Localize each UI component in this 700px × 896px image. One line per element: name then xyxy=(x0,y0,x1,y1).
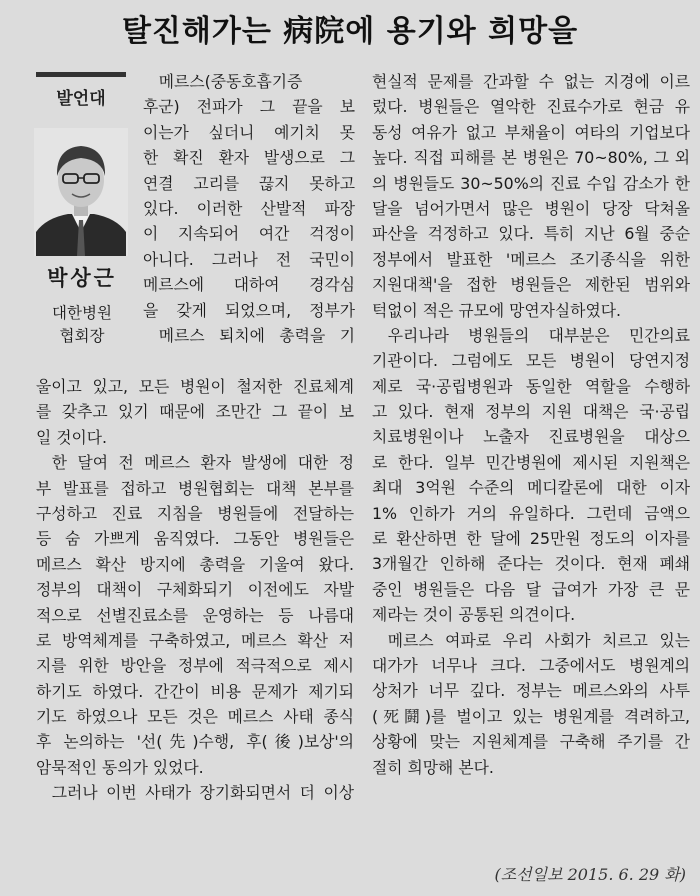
text-line: 이 지속되어 여간 걱정이 xyxy=(143,224,355,244)
text-line: 대가가 너무나 크다. 그중에서도 병원계의 xyxy=(372,655,690,675)
text-line: 메르스 여파로 우리 사회가 치르고 있는 xyxy=(387,630,690,650)
text-line: 정부의 대책이 구체화되기 이전에도 자발 xyxy=(36,580,354,600)
text-line: 달을 넘어가면서 많은 병원이 당장 닥쳐올 xyxy=(372,198,690,218)
text-line: 부 발표를 접하고 병원협회는 대책 본부를 xyxy=(36,478,354,498)
text-line: 후 논의하는 '선(先)수행, 후(後)보상'의 xyxy=(36,732,354,752)
text-line: 높다. 직접 피해를 본 병원은 70~80%, 그 외 xyxy=(372,148,690,168)
text-line: 등 숨 가쁘게 움직였다. 그동안 병원들은 xyxy=(36,529,354,549)
text-line: 을 갖게 되었으며, 정부가 xyxy=(143,300,355,320)
text-line: 절히 희망해 본다. xyxy=(372,757,494,777)
text-line: 최대 3억원 수준의 메디칼론에 대한 이자 xyxy=(372,478,690,498)
text-line: 동성 여유가 없고 부채율이 여타의 기업보다 xyxy=(372,122,690,142)
text-line: 메르스에 대하여 경각심 xyxy=(143,275,355,295)
text-line: 연결 고리를 끊지 못하고 xyxy=(143,173,355,193)
text-line: 후군) 전파가 그 끝을 보 xyxy=(143,97,355,117)
author-portrait xyxy=(34,128,128,256)
text-line: 로 한다. 일부 민간병원에 제시된 지원책은 xyxy=(372,452,690,472)
text-line: 메르스 퇴치에 총력을 기 xyxy=(158,325,355,345)
section-label: 발언대 xyxy=(56,89,106,109)
text-line: 암묵적인 동의가 있었다. xyxy=(36,757,204,777)
section-rule xyxy=(36,72,126,77)
text-line: 상황에 맞는 지원체계를 구축해 주기를 간 xyxy=(372,732,690,752)
text-line: 하기도 하였다. 간간이 비용 문제가 제기되 xyxy=(36,681,354,701)
headline: 탈진해가는 病院에 용기와 희망을 xyxy=(121,14,579,49)
text-line: 이는가 싶더니 예기치 못 xyxy=(143,122,355,142)
text-line: 제라는 것이 공통된 의견이다. xyxy=(372,605,576,625)
text-line: 있다. 이러한 산발적 파장 xyxy=(143,198,355,218)
text-line: 제로 국·공립병원과 동일한 역할을 수행하 xyxy=(372,376,690,396)
text-line: 정부에서 발표한 '메르스 조기종식을 위한 xyxy=(372,249,690,269)
text-line: 중인 병원들은 다음 달 급여가 가장 큰 문 xyxy=(372,579,690,599)
text-line: 로 방역체계를 구축하였고, 메르스 확산 저 xyxy=(36,630,354,650)
text-line: 그러나 이번 사태가 장기화되면서 더 이상 xyxy=(51,783,354,803)
article-column-top xyxy=(143,69,355,348)
text-line: 파산을 걱정하고 있다. 특히 지난 6월 중순 xyxy=(372,224,690,244)
text-line: 현실적 문제를 간과할 수 없는 지경에 이르 xyxy=(372,72,690,91)
text-line: (死鬪)를 벌이고 있는 병원계를 격려하고, xyxy=(372,706,690,726)
text-line: 치료병원이나 노출자 진료병원을 대상으 xyxy=(372,427,690,447)
text-line: 한 확진 환자 발생으로 그 xyxy=(143,148,355,168)
text-line: 3개월간 인하해 준다는 것이다. 현재 폐쇄 xyxy=(372,554,690,574)
text-line: 일 것이다. xyxy=(36,427,108,447)
text-line: 한 달여 전 메르스 환자 발생에 대한 정 xyxy=(51,453,354,473)
text-line: 턱없이 적은 규모에 망연자실하였다. xyxy=(372,300,621,320)
text-line: 적으로 선별진료소를 운영하는 등 나름대 xyxy=(36,605,354,625)
text-line: 구성하고 진료 지침을 병원들에 전달하는 xyxy=(36,503,354,523)
author-name: 박상근 xyxy=(47,266,117,290)
author-title-line: 협회장 xyxy=(59,327,105,345)
text-line: 고 있다. 현재 정부의 지원 대책은 국·공립 xyxy=(372,402,690,422)
text-line: 기관이다. 그럼에도 모든 병원이 당연지정 xyxy=(372,351,690,371)
article-column-right xyxy=(372,69,690,780)
text-line: 아니다. 그러나 전 국민이 xyxy=(143,249,355,269)
text-line: 울이고 있고, 모든 병원이 철저한 진료체계 xyxy=(36,377,354,396)
text-line: 기도 하였으나 모든 것은 메르스 사태 종식 xyxy=(36,707,354,727)
text-line: 의 병원들도 30~50%의 진료 수입 감소가 한 xyxy=(372,173,690,193)
text-line: 지원대책'을 접한 병원들은 제한된 범위와 xyxy=(372,275,690,295)
text-line: 를 갖추고 있기 때문에 조만간 그 끝이 보 xyxy=(36,402,354,422)
author-title-line: 대한병원 xyxy=(52,304,112,322)
text-line: 지를 위한 방안을 정부에 적극적으로 제시 xyxy=(36,656,354,676)
text-line: 렀다. 병원들은 열악한 진료수가로 현금 유 xyxy=(372,97,690,117)
author-title xyxy=(30,302,134,348)
text-line: 메르스 확산 방지에 총력을 기울여 왔다. xyxy=(36,554,354,574)
text-line: 로 환산하면 한 달에 25만원 정도의 이자를 xyxy=(372,529,690,549)
text-line: 메르스(중동호흡기증 xyxy=(158,72,303,91)
text-line: 우리나라 병원들의 대부분은 민간의료 xyxy=(387,325,690,345)
article-column-left xyxy=(36,374,354,806)
source-byline: (조선일보 2015. 6. 29 화) xyxy=(494,865,686,884)
text-line: 상처가 너무 깊다. 정부는 메르스와의 사투 xyxy=(372,681,690,701)
text-line: 1% 인하가 거의 유일하다. 그런데 금액으 xyxy=(372,503,690,523)
